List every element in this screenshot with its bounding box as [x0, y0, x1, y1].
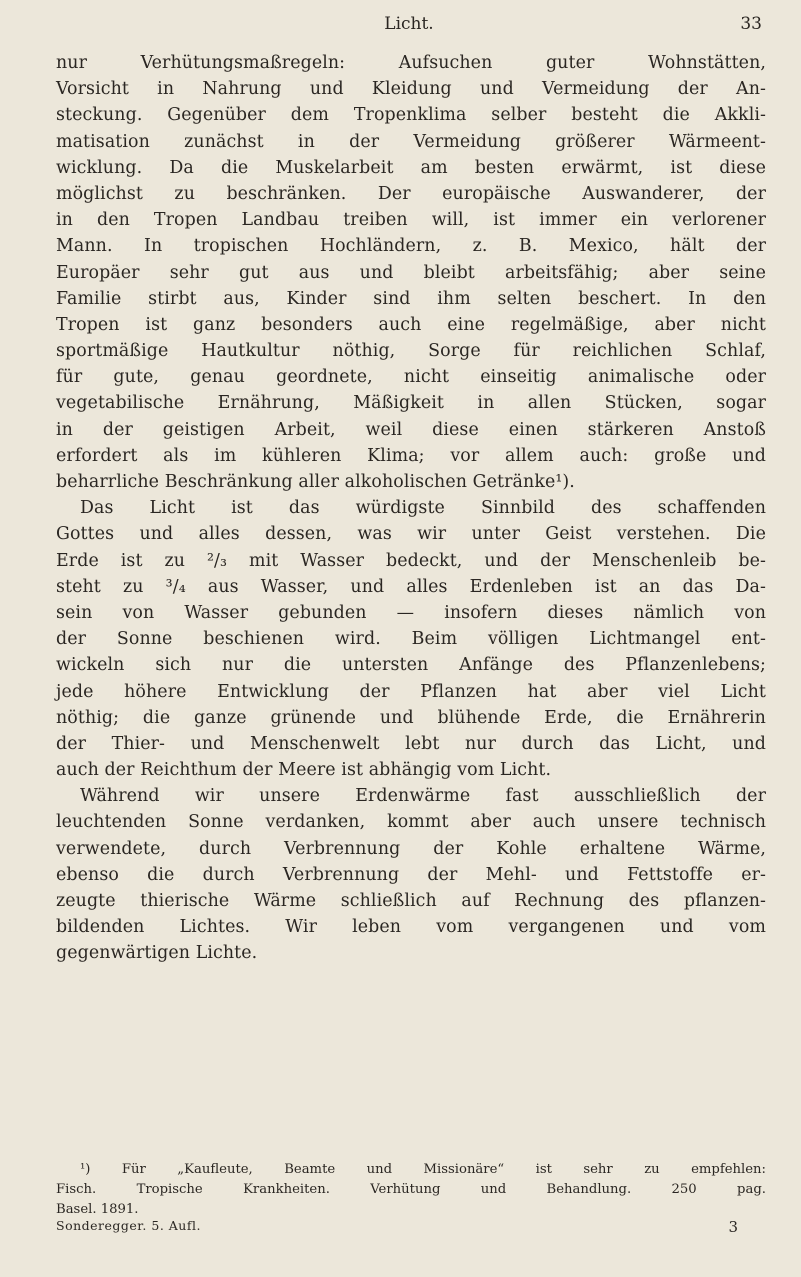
running-head — [56, 14, 762, 36]
text-line: Gottes und alles dessen, was wir unter Geist verstehen. Die — [56, 524, 766, 545]
text-line: in der geistigen Arbeit, weil diese einen stärkeren Anstoß — [56, 419, 766, 440]
text-line: Das Licht ist das würdigste Sinnbild des schaffenden — [80, 498, 766, 519]
text-line: der Sonne beschienen wird. Beim völligen Lichtmangel ent- — [56, 629, 766, 650]
text-line: Während wir unsere Erdenwärme fast ausschließlich der — [80, 786, 766, 807]
footnotes — [56, 1160, 766, 1220]
text-line: sportmäßige Hautkultur nöthig, Sorge für reichlichen Schlaf, — [56, 341, 766, 362]
body-text — [56, 50, 766, 967]
footnote-line: Basel. 1891. — [56, 1202, 139, 1217]
text-line: nur Verhütungsmaßregeln: Aufsuchen guter Wohnstätten, — [56, 53, 766, 73]
text-line: möglichst zu beschränken. Der europäische Auswanderer, der — [56, 183, 766, 204]
text-line: für gute, genau geordnete, nicht einseitig animalische oder — [56, 367, 766, 388]
text-line: Tropen ist ganz besonders auch eine regelmäßige, aber nicht — [56, 314, 766, 335]
text-line: gegenwärtigen Lichte. — [56, 943, 258, 964]
running-head-title: Licht. — [384, 14, 434, 34]
text-line: Erde ist zu ²/₃ mit Wasser bedeckt, und der Menschenleib be- — [56, 550, 766, 571]
signature-number: 3 — [728, 1218, 738, 1236]
text-line: zeugte thierische Wärme schließlich auf Rechnung des pflanzen- — [56, 891, 766, 911]
text-line: in den Tropen Landbau treiben will, ist immer ein verlorener — [56, 210, 766, 231]
text-line: beharrliche Beschränkung aller alkoholischen Getränke¹). — [56, 472, 575, 492]
page-number: 33 — [740, 14, 762, 34]
footnote-line: ¹) Für „Kaufleute, Beamte und Missionäre“ ist sehr zu empfehlen: — [80, 1162, 766, 1177]
text-line: bildenden Lichtes. Wir leben vom vergangenen und vom — [56, 917, 766, 938]
text-line: steckung. Gegenüber dem Tropenklima selber besteht die Akkli- — [56, 105, 766, 126]
text-line: sein von Wasser gebunden — insofern dieses nämlich von — [56, 602, 766, 623]
printer-signature — [56, 1218, 762, 1238]
text-line: auch der Reichthum der Meere ist abhängig vom Licht. — [56, 760, 552, 781]
text-line: Europäer sehr gut aus und bleibt arbeitsfähig; aber seine — [56, 262, 766, 283]
text-line: wickeln sich nur die untersten Anfänge des Pflanzenlebens; — [56, 655, 766, 676]
text-line: steht zu ³/₄ aus Wasser, und alles Erdenleben ist an das Da- — [56, 576, 766, 597]
text-line: ebenso die durch Verbrennung der Mehl- und Fettstoffe er- — [56, 864, 766, 885]
text-line: der Thier- und Menschenwelt lebt nur durch das Licht, und — [56, 733, 766, 754]
text-line: vegetabilische Ernährung, Mäßigkeit in allen Stücken, sogar — [56, 393, 766, 414]
text-line: Mann. In tropischen Hochländern, z. B. Mexico, hält der — [56, 236, 766, 257]
text-line: verwendete, durch Verbrennung der Kohle erhaltene Wärme, — [56, 838, 766, 859]
text-line: leuchtenden Sonne verdanken, kommt aber auch unsere technisch — [56, 812, 766, 833]
text-line: matisation zunächst in der Vermeidung größerer Wärmeent- — [56, 131, 766, 152]
text-line: wicklung. Da die Muskelarbeit am besten erwärmt, ist diese — [56, 157, 766, 178]
footnote-line: Fisch. Tropische Krankheiten. Verhütung und Behandlung. 250 pag. — [56, 1182, 766, 1197]
text-line: nöthig; die ganze grünende und blühende Erde, die Ernährerin — [56, 707, 766, 728]
text-line: erfordert als im kühleren Klima; vor allem auch: große und — [56, 445, 766, 466]
text-line: jede höhere Entwicklung der Pflanzen hat aber viel Licht — [56, 681, 766, 702]
signature-text: Sonderegger. 5. Aufl. — [56, 1218, 201, 1233]
text-line: Vorsicht in Nahrung und Kleidung und Vermeidung der An- — [56, 79, 766, 100]
text-line: Familie stirbt aus, Kinder sind ihm selten beschert. In den — [56, 288, 766, 309]
